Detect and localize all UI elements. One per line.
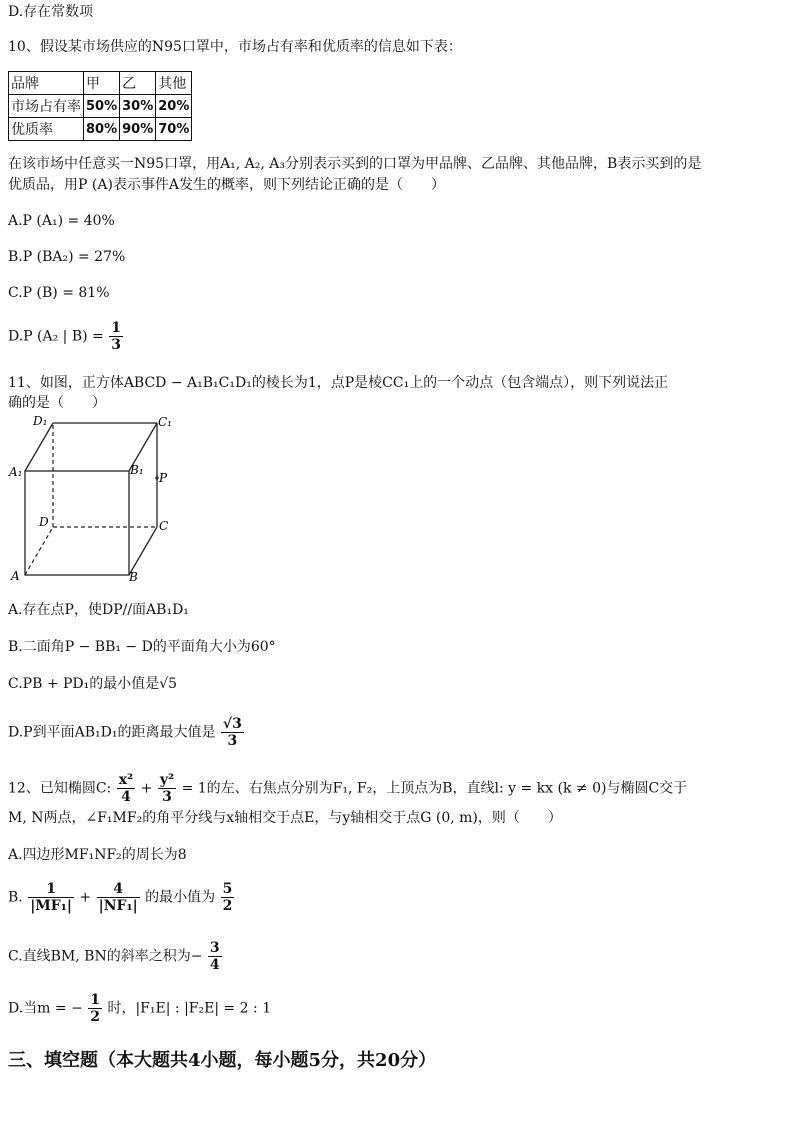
table-cell: 50% bbox=[84, 95, 120, 118]
label-c: C bbox=[159, 519, 169, 533]
fraction-numerator: y² bbox=[159, 772, 175, 788]
edge-b-c bbox=[129, 527, 157, 575]
q12-option-b bbox=[8, 881, 235, 914]
edge-a1-d1 bbox=[25, 423, 53, 471]
q12-stem-part1: 12、已知椭圆C: bbox=[8, 780, 112, 797]
fraction-numerator: 1 bbox=[28, 881, 74, 898]
option-d-text: D.P (A₂ | B) = bbox=[8, 328, 104, 345]
q11-option-b: B.二面角P − BB₁ − D的平面角大小为60° bbox=[8, 639, 276, 655]
q12-stem-line1 bbox=[8, 772, 687, 805]
label-p: P bbox=[159, 471, 168, 485]
option-b-mid: 的最小值为 bbox=[145, 889, 216, 906]
label-b: B bbox=[129, 570, 138, 584]
label-d: D bbox=[39, 515, 49, 529]
table-cell: 其他 bbox=[156, 72, 192, 95]
q10-desc-line1: 在该市场中任意买一N95口罩，用A₁, A₂, A₃分别表示买到的口罩为甲品牌、乙品牌、其他品牌，B表示买到的是 bbox=[8, 156, 702, 172]
q10-desc-line2: 优质品，用P (A)表示事件A发生的概率，则下列结论正确的是（ ） bbox=[8, 177, 446, 193]
q9-option-d: D.存在常数项 bbox=[8, 4, 94, 20]
option-b-prefix: B. bbox=[8, 889, 23, 906]
fraction-numerator: 5 bbox=[222, 881, 233, 897]
fraction-numerator: 1 bbox=[90, 992, 101, 1008]
fraction bbox=[117, 772, 135, 805]
table-header-row bbox=[9, 72, 192, 95]
fraction bbox=[109, 320, 123, 353]
fraction-denominator: 3 bbox=[227, 733, 238, 749]
table-cell: 品牌 bbox=[9, 72, 84, 95]
fraction-denominator: 3 bbox=[162, 789, 172, 805]
q11-option-d bbox=[8, 716, 245, 749]
table-cell: 70% bbox=[156, 118, 192, 141]
table-cell: 80% bbox=[84, 118, 120, 141]
q10-table bbox=[8, 71, 192, 141]
table-cell: 乙 bbox=[120, 72, 156, 95]
table-row bbox=[9, 118, 192, 141]
plus-sign: + bbox=[79, 889, 92, 906]
fraction-denominator: 4 bbox=[209, 957, 220, 973]
fraction bbox=[158, 772, 176, 805]
cube-figure bbox=[8, 412, 178, 588]
fraction-denominator: 3 bbox=[111, 337, 121, 353]
fraction-numerator: 3 bbox=[209, 940, 220, 956]
q10-stem: 10、假设某市场供应的N95口罩中，市场占有率和优质率的信息如下表： bbox=[8, 39, 462, 55]
fraction-denominator: |NF₁| bbox=[98, 898, 138, 914]
fraction-numerator: √3 bbox=[222, 716, 242, 732]
q11-option-a: A.存在点P，使DP//面AB₁D₁ bbox=[8, 602, 189, 618]
fraction-numerator: 4 bbox=[97, 881, 140, 898]
q11-stem-line2: 确的是（ ） bbox=[8, 395, 106, 411]
table-row bbox=[9, 95, 192, 118]
fraction-denominator: |MF₁| bbox=[30, 898, 72, 914]
fraction bbox=[221, 716, 244, 749]
table-cell: 20% bbox=[156, 95, 192, 118]
label-b1: B₁ bbox=[130, 463, 144, 477]
q12-stem-part2: = 1的左、右焦点分别为F₁, F₂，上顶点为B，直线l: y = kx (k ≠ 0)与椭圆C交于 bbox=[181, 780, 688, 797]
fraction-numerator: 1 bbox=[111, 320, 121, 336]
fraction bbox=[208, 940, 222, 973]
q10-option-c: C.P (B) = 81% bbox=[8, 285, 110, 301]
fraction-denominator: 2 bbox=[90, 1009, 101, 1025]
fraction-numerator: x² bbox=[118, 772, 134, 788]
section-three-heading: 三、填空题（本大题共4小题，每小题5分，共20分） bbox=[8, 1050, 437, 1071]
fraction bbox=[97, 881, 140, 914]
fraction bbox=[28, 881, 74, 914]
label-a1: A₁ bbox=[9, 465, 23, 479]
plus-sign: + bbox=[140, 780, 153, 797]
option-d-text: D.P到平面AB₁D₁的距离最大值是 bbox=[8, 724, 216, 741]
q10-option-a: A.P (A₁) = 40% bbox=[8, 213, 115, 229]
fraction-denominator: 4 bbox=[121, 789, 131, 805]
option-d-suffix: 时，|F₁E| : |F₂E| = 2 : 1 bbox=[107, 1000, 272, 1017]
fraction bbox=[221, 881, 235, 914]
q12-option-c bbox=[8, 940, 223, 973]
q12-option-a: A.四边形MF₁NF₂的周长为8 bbox=[8, 847, 187, 863]
q10-option-b: B.P (BA₂) = 27% bbox=[8, 249, 126, 265]
label-c1: C₁ bbox=[158, 415, 172, 429]
label-a: A bbox=[11, 569, 20, 583]
q12-option-d bbox=[8, 992, 271, 1025]
table-cell: 市场占有率 bbox=[9, 95, 84, 118]
fraction-denominator: 2 bbox=[222, 898, 233, 914]
q12-stem-line2: M, N两点，∠F₁MF₂的角平分线与x轴相交于点E，与y轴相交于点G (0, m)，则（ ） bbox=[8, 810, 562, 826]
q10-option-d bbox=[8, 320, 124, 353]
q11-stem-line1: 11、如图，正方体ABCD − A₁B₁C₁D₁的棱长为1，点P是棱CC₁上的一个动点（包含端点），则下列说法正 bbox=[8, 375, 669, 391]
option-d-prefix: D.当m = − bbox=[8, 1000, 83, 1017]
table-cell: 甲 bbox=[84, 72, 120, 95]
q11-option-c: C.PB + PD₁的最小值是√5 bbox=[8, 676, 178, 692]
table-cell: 90% bbox=[120, 118, 156, 141]
fraction bbox=[88, 992, 102, 1025]
label-d1: D₁ bbox=[33, 414, 48, 428]
edge-a-d bbox=[25, 527, 53, 575]
table-cell: 30% bbox=[120, 95, 156, 118]
table-cell: 优质率 bbox=[9, 118, 84, 141]
option-c-text: C.直线BM, BN的斜率之积为− bbox=[8, 948, 203, 965]
